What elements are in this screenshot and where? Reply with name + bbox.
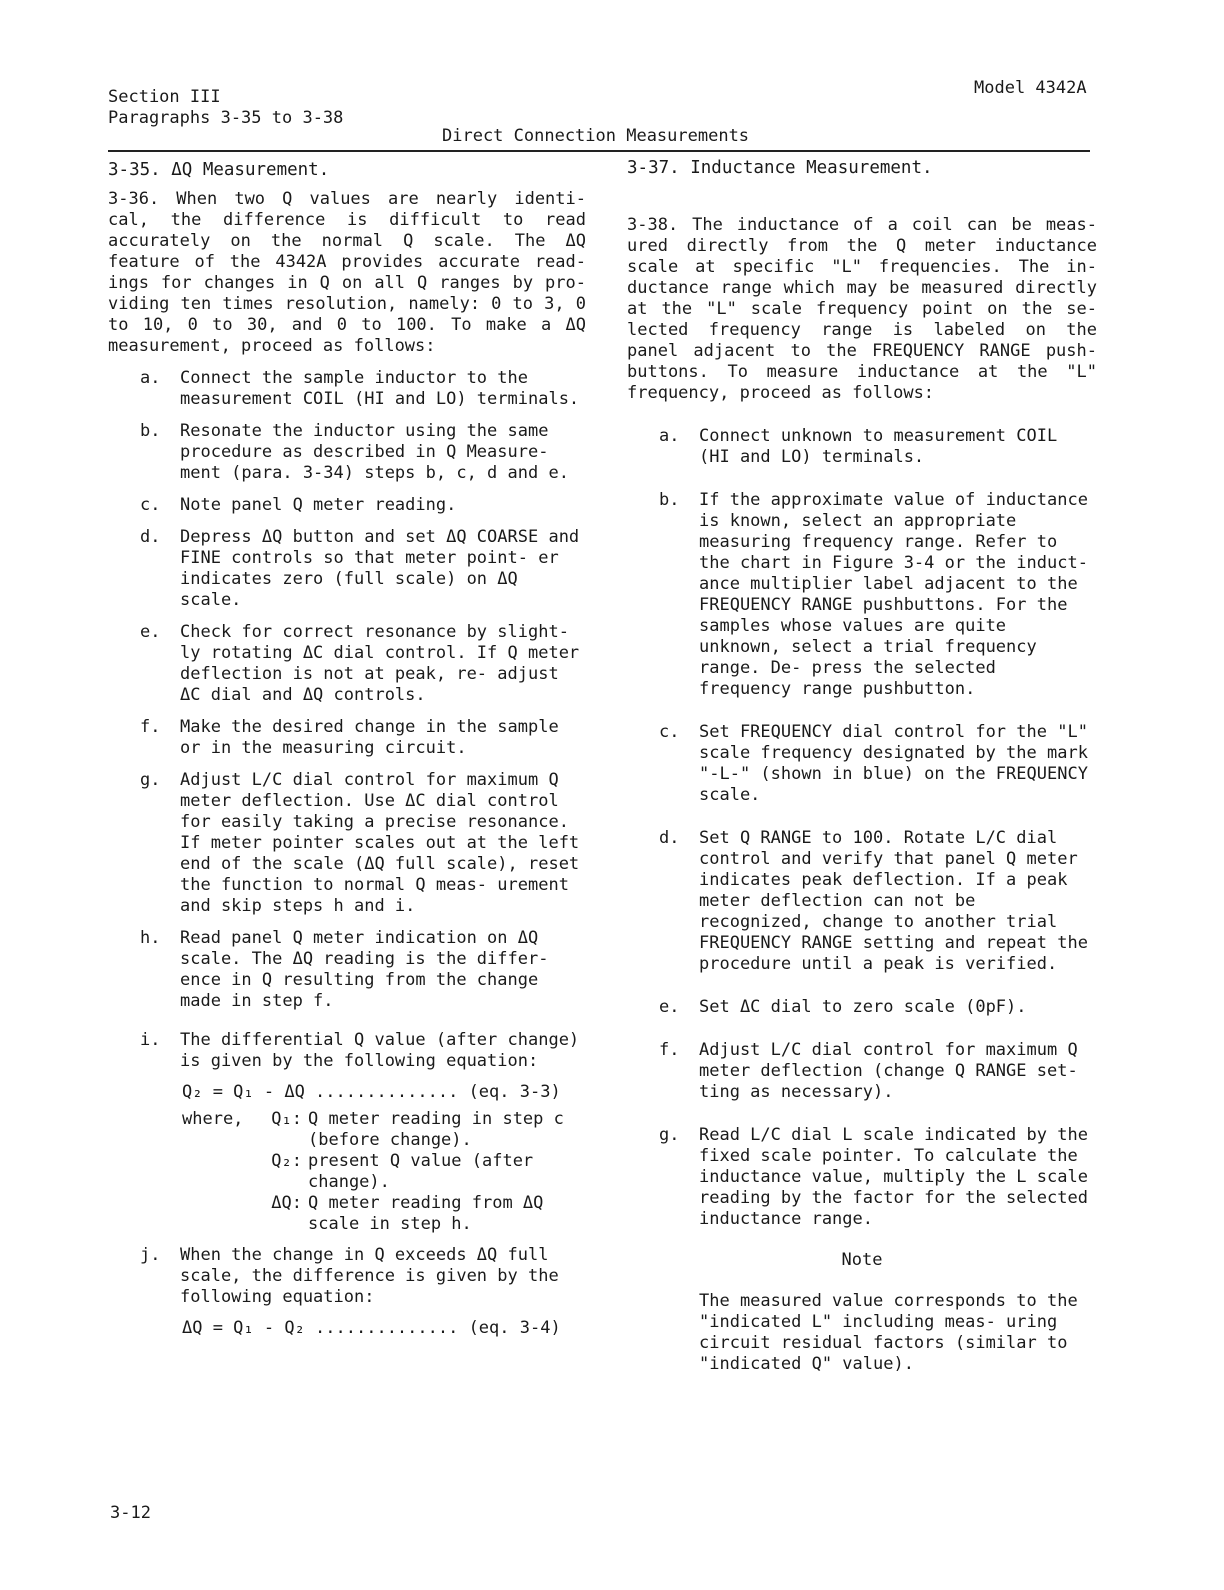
step-text: Set FREQUENCY dial control for the "L" scale frequency designated by the mark "-L-" (shown in blue) on the FREQUENCY scale. [699, 722, 1088, 805]
step-text: Set Q RANGE to 100. Rotate L/C dial control and verify that panel Q meter indicates peak deflection. If a peak meter deflection can not be recognized, change to another trial FREQUENCY RANGE setting and repeat the procedure until a peak is verified. [699, 828, 1088, 974]
where-text: present Q value (after change). [308, 1151, 534, 1192]
right-column [627, 158, 1097, 1375]
step-item [627, 426, 1097, 468]
where-label: Q₁: [271, 1109, 302, 1129]
note-title: Note [841, 1250, 883, 1270]
step-label: f. [659, 1040, 680, 1060]
step-item [108, 495, 586, 516]
step-label: a. [140, 368, 161, 388]
where-text: Q meter reading from ΔQ scale in step h. [308, 1193, 544, 1234]
step-item [108, 1030, 586, 1072]
step-item [627, 828, 1097, 975]
step-label: d. [659, 828, 680, 848]
equation-3-4: ΔQ = Q₁ - Q₂ .............. (eq. 3-4) [182, 1318, 561, 1338]
note-text: The measured value corresponds to the "indicated L" including meas- uring circuit residual factors (similar to "indicated Q" value). [699, 1291, 1078, 1374]
step-item [627, 1040, 1097, 1103]
step-item [627, 722, 1097, 806]
step-item [108, 421, 586, 484]
step-label: b. [140, 421, 161, 441]
step-item [108, 368, 586, 410]
step-label: f. [140, 717, 161, 737]
step-label: a. [659, 426, 680, 446]
section-title-inductance: 3-37. Inductance Measurement. [627, 158, 933, 178]
step-text: Connect unknown to measurement COIL (HI and LO) terminals. [699, 426, 1058, 467]
paragraphs-label: Paragraphs 3-35 to 3-38 [108, 108, 344, 128]
step-item [108, 928, 586, 1012]
where-label: ΔQ: [271, 1193, 302, 1213]
page-number: 3-12 [110, 1503, 151, 1523]
where-row [182, 1151, 586, 1193]
left-column [108, 160, 586, 1339]
step-text: When the change in Q exceeds ΔQ full scale, the difference is given by the following equation: [180, 1245, 559, 1307]
step-label: g. [659, 1125, 680, 1145]
step-text: Note panel Q meter reading. [180, 495, 457, 515]
header-rule [108, 150, 1090, 152]
step-text: Depress ΔQ button and set ΔQ COARSE and FINE controls so that meter point- er indicates zero (full scale) on ΔQ scale. [180, 527, 580, 610]
model-label: Model 4342A [974, 78, 1087, 98]
where-label: Q₂: [271, 1151, 302, 1171]
step-label: d. [140, 527, 161, 547]
step-label: c. [659, 722, 680, 742]
step-text: Adjust L/C dial control for maximum Q meter deflection. Use ΔC dial control for easily taking a precise resonance. If meter pointer scales out at the left end of the scale (ΔQ full scale), reset the function to normal Q meas- urement and skip steps h and i. [180, 770, 580, 916]
step-text: Connect the sample inductor to the measurement COIL (HI and LO) terminals. [180, 368, 580, 409]
where-row [182, 1193, 586, 1235]
step-item [108, 717, 586, 759]
step-item [108, 1245, 586, 1308]
step-text: The differential Q value (after change) is given by the following equation: [180, 1030, 580, 1071]
step-label: e. [140, 622, 161, 642]
step-text: Adjust L/C dial control for maximum Q meter deflection (change Q RANGE set- ting as necessary). [699, 1040, 1078, 1102]
section-label: Section III [108, 87, 221, 107]
step-text: Read panel Q meter indication on ΔQ scale. The ΔQ reading is the differ- ence in Q resulting from the change made in step f. [180, 928, 549, 1011]
step-item [108, 622, 586, 706]
step-text: Make the desired change in the sample or in the measuring circuit. [180, 717, 559, 758]
step-item [108, 527, 586, 611]
step-label: h. [140, 928, 161, 948]
step-item [627, 490, 1097, 700]
where-text: Q meter reading in step c (before change). [308, 1109, 564, 1150]
step-label: i. [140, 1030, 161, 1050]
where-row [182, 1109, 586, 1151]
step-text: Check for correct resonance by slight- ly rotating ΔC dial control. If Q meter deflection is not at peak, re- adjust ΔC dial and ΔQ controls. [180, 622, 580, 705]
step-text: Read L/C dial L scale indicated by the fixed scale pointer. To calculate the inductance value, multiply the L scale reading by the factor for the selected inductance range. [699, 1125, 1088, 1229]
step-item [108, 770, 586, 917]
where-prefix: where, [182, 1109, 244, 1129]
step-label: c. [140, 495, 161, 515]
intro-paragraph: 3-38. The inductance of a coil can be meas- ured directly from the Q meter inductance scale at specific "L" frequencies. The in- ductance range which may be measured directly at the "L" scale frequency point on the se- lected frequency range is labeled on the panel adjacent to the FREQUENCY RANGE push- buttons. To measure inductance at the "L" frequency, proceed as follows: [627, 215, 1097, 403]
section-title-dq: 3-35. ΔQ Measurement. [108, 160, 330, 180]
subject-title: Direct Connection Measurements [442, 126, 750, 146]
where-block [108, 1109, 586, 1235]
step-label: b. [659, 490, 680, 510]
step-item [627, 1125, 1097, 1230]
step-label: g. [140, 770, 161, 790]
step-text: Set ΔC dial to zero scale (0pF). [699, 997, 1027, 1017]
step-label: e. [659, 997, 680, 1017]
equation-3-3: Q₂ = Q₁ - ΔQ .............. (eq. 3-3) [182, 1082, 561, 1102]
step-text: Resonate the inductor using the same procedure as described in Q Measure- ment (para. 3-34) steps b, c, d and e. [180, 421, 569, 483]
step-text: If the approximate value of inductance is known, select an appropriate measuring frequency range. Refer to the chart in Figure 3-4 or the induct- ance multiplier label adjacent to the FREQUENCY RANGE pushbuttons. For the samples whose values are quite unknown, select a trial frequency range. De- press the selected frequency range pushbutton. [699, 490, 1088, 699]
intro-paragraph: 3-36. When two Q values are nearly identi- cal, the difference is difficult to read accurately on the normal Q scale. The ΔQ feature of the 4342A provides accurate read- ings for changes in Q on all Q ranges by pro- viding ten times resolution, namely: 0 to 3, 0 to 10, 0 to 30, and 0 to 100. To make a ΔQ measurement, proceed as follows: [108, 189, 586, 356]
step-item [627, 997, 1097, 1018]
step-label: j. [140, 1245, 161, 1265]
